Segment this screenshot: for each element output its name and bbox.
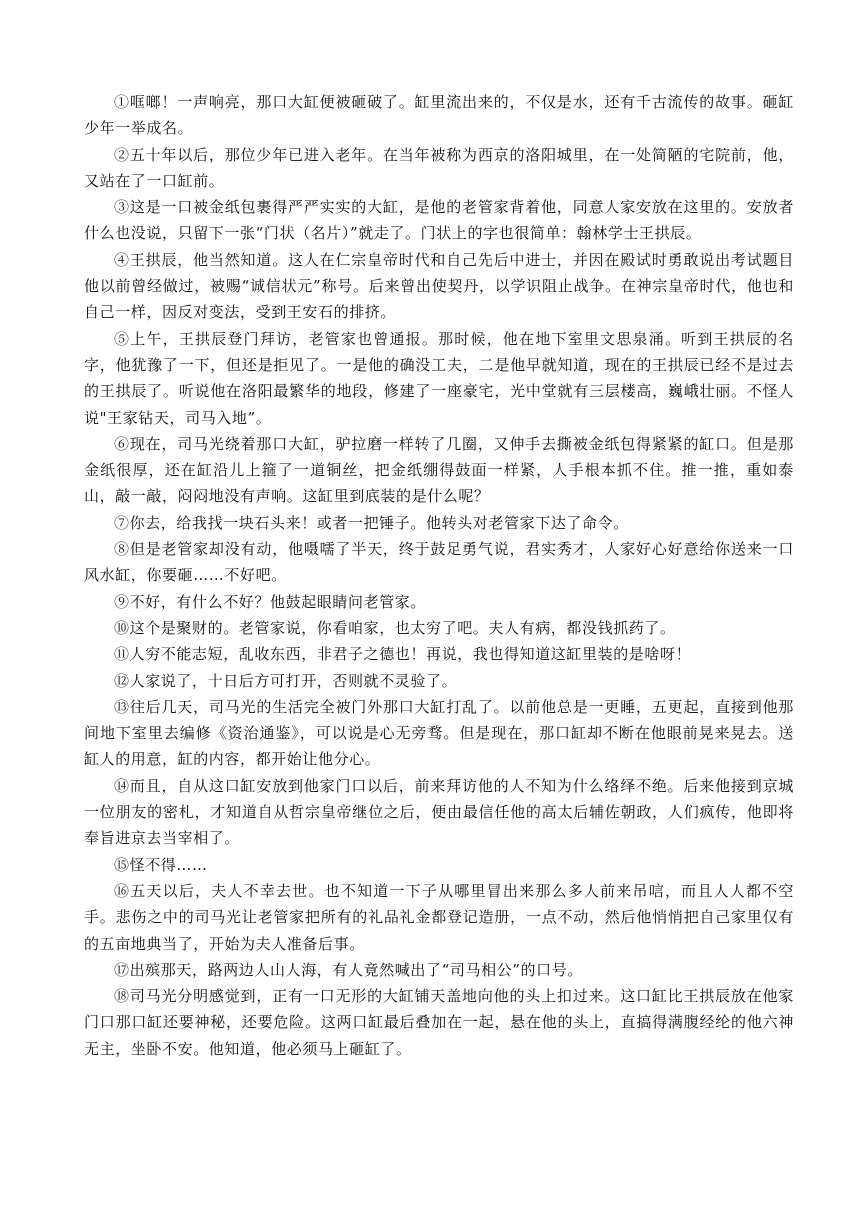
paragraph-5: ⑤上午，王拱辰登门拜访，老管家也曾通报。那时候，他在地下室里文思泉涌。听到王拱辰的名字，他犹豫了一下，但还是拒见了。一是他的确没工夫，二是他早就知道，现在的王拱辰已经不是过去的王拱辰了。听说他在洛阳最繁华的地段，修建了一座豪宅，光中堂就有三层楼高，巍峨壮丽。不怪人说"王家钻天，司马入地”。 <box>84 329 794 427</box>
paragraph-4: ④王拱辰，他当然知道。这人在仁宗皇帝时代和自己先后中进士，并因在殿试时勇敢说出考试题目他以前曾经做过，被赐“诚信状元”称号。后来曾出使契丹，以学识阻止战争。在神宗皇帝时代，他也和自己一样，因反对变法，受到王安石的排挤。 <box>84 250 794 322</box>
paragraph-10: ⑩这个是聚财的。老管家说，你看咱家，也太穷了吧。夫人有病，都没钱抓药了。 <box>114 618 676 637</box>
paragraph-1: ①哐啷！一声响亮，那口大缸便被砸破了。缸里流出来的，不仅是水，还有千古流传的故事。砸缸少年一举成名。 <box>84 93 794 138</box>
paragraph-16: ⑯五天以后，夫人不幸去世。也不知道一下子从哪里冒出来那么多人前来吊唁，而且人人都不空手。悲伤之中的司马光让老管家把所有的礼品礼金都登记造册，一点不动，然后他悄悄把自己家里仅有的五亩地典当了，开始为夫人准备后事。 <box>84 881 794 953</box>
paragraph-9: ⑨不好，有什么不好？他鼓起眼睛问老管家。 <box>114 592 427 611</box>
paragraph-7: ⑦你去，给我找一块石头来！或者一把锤子。他转头对老管家下达了命令。 <box>114 513 629 532</box>
paragraph-15: ⑮怪不得…… <box>114 855 208 874</box>
paragraph-2: ②五十年以后，那位少年已进入老年。在当年被称为西京的洛阳城里，在一处简陋的宅院前，他，又站在了一口缸前。 <box>84 145 794 190</box>
paragraph-14: ⑭而且，自从这口缸安放到他家门口以后，前来拜访他的人不知为什么络绎不绝。后来他接到京城一位朋友的密札，才知道自从哲宗皇帝继位之后，便由最信任他的高太后辅佐朝政，人们疯传，他即将奉旨进京去当宰相了。 <box>84 776 794 848</box>
paragraph-6: ⑥现在，司马光绕着那口大缸，驴拉磨一样转了几圈，又伸手去撕被金纸包得紧紧的缸口。但是那金纸很厚，还在缸沿儿上箍了一道铜丝，把金纸绷得鼓面一样紧，人手根本抓不住。推一推，重如泰山，敲一敲，闷闷地没有声响。这缸里到底装的是什么呢？ <box>84 434 794 506</box>
paragraph-12: ⑫人家说了，十日后方可打开，否则就不灵验了。 <box>114 671 458 690</box>
paragraph-17: ⑰出殡那天，路两边人山人海，有人竟然喊出了“司马相公”的口号。 <box>114 960 583 979</box>
paragraph-11: ⑪人穷不能志短，乱收东西，非君子之德也！再说，我也得知道这缸里装的是啥呀！ <box>114 645 692 664</box>
paragraph-13: ⑬往后几天，司马光的生活完全被门外那口大缸打乱了。以前他总是一更睡，五更起，直接到他那间地下室里去编修《资治通鉴》，可以说是心无旁骛。但是现在，那口缸却不断在他眼前晃来晃去。送缸人的用意，缸的内容，都开始让他分心。 <box>84 697 794 769</box>
article-body <box>84 89 794 1062</box>
paragraph-18: ⑱司马光分明感觉到，正有一口无形的大缸铺天盖地向他的头上扣过来。这口缸比王拱辰放在他家门口那口缸还要神秘，还要危险。这两口缸最后叠加在一起，悬在他的头上，直搞得满腹经纶的他六神无主，坐卧不安。他知道，他必须马上砸缸了。 <box>84 987 794 1058</box>
paragraph-8: ⑧但是老管家却没有动，他嗫嚅了半天，终于鼓足勇气说，君实秀才，人家好心好意给你送来一口风水缸，你要砸……不好吧。 <box>84 540 794 585</box>
paragraph-3: ③这是一口被金纸包裹得严严实实的大缸，是他的老管家背着他，同意人家安放在这里的。安放者什么也没说，只留下一张“门状（名片）”就走了。门状上的字也很简单：翰林学士王拱辰。 <box>84 198 794 243</box>
